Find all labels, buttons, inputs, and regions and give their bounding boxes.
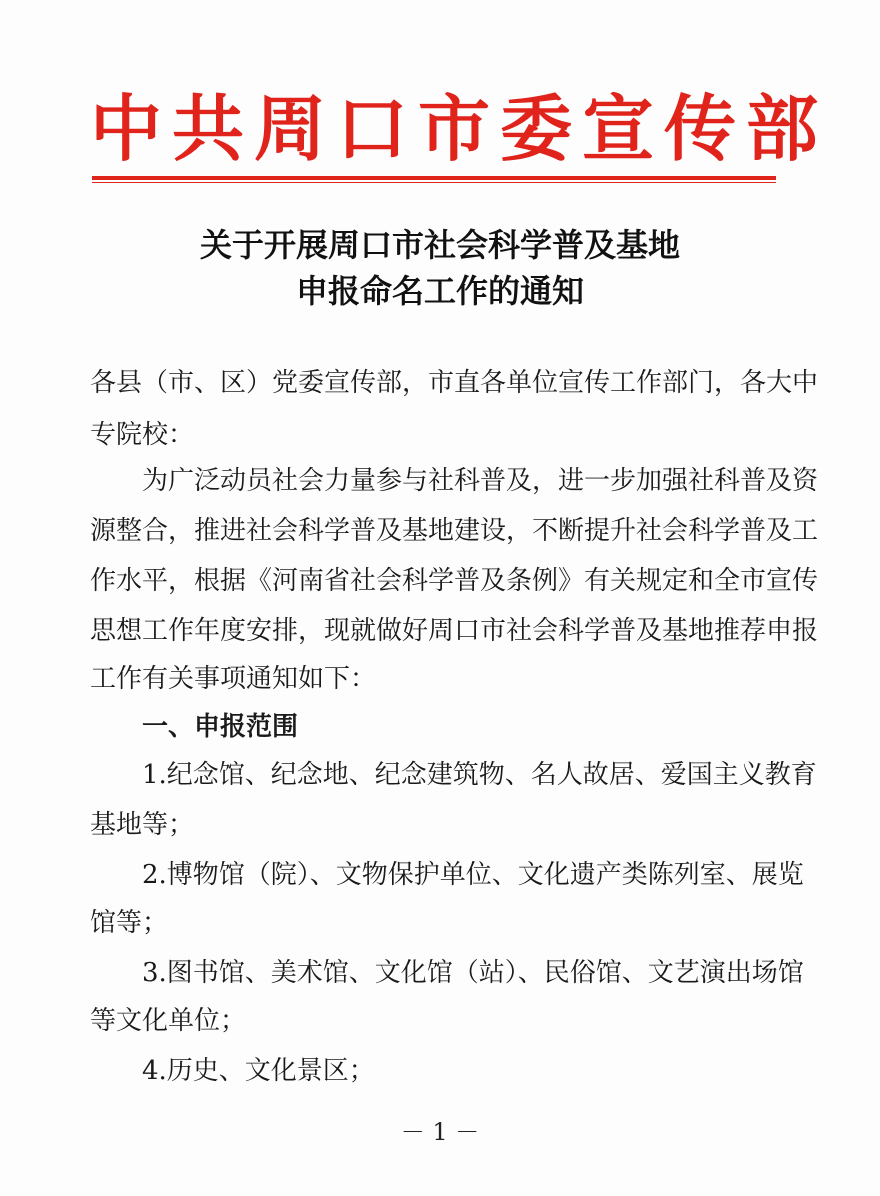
intro-line-5: 工作有关事项通知如下： <box>90 664 377 694</box>
intro-line-2: 源整合，推进社会科学普及基地建设，不断提升社会科学普及工 <box>90 516 819 546</box>
list-item-1-line-2: 基地等； <box>90 810 195 840</box>
section-1-heading: 一、申报范围 <box>142 712 299 742</box>
letterhead-rule-thin <box>92 182 776 183</box>
list-item-2-line-1: 2.博物馆（院）、文物保护单位、文化遗产类陈列室、展览 <box>142 860 804 890</box>
page-number: － 1 － <box>400 1118 480 1146</box>
salutation-line-2: 专院校： <box>90 420 195 450</box>
list-item-3-line-2: 等文化单位； <box>90 1006 247 1036</box>
list-item-1-line-1: 1.纪念馆、纪念地、纪念建筑物、名人故居、爱国主义教育 <box>142 760 817 790</box>
intro-line-4: 思想工作年度安排，现就做好周口市社会科学普及基地推荐申报 <box>90 616 819 646</box>
intro-line-1: 为广泛动员社会力量参与社科普及，进一步加强社科普及资 <box>142 466 819 496</box>
salutation-line-1: 各县（市、区）党委宣传部，市直各单位宣传工作部门，各大中 <box>90 368 819 398</box>
list-item-2-line-2: 馆等； <box>90 908 169 938</box>
list-item-4-line-1: 4.历史、文化景区； <box>142 1056 375 1086</box>
document-title-line-1: 关于开展周口市社会科学普及基地 <box>199 226 680 264</box>
list-item-3-line-1: 3.图书馆、美术馆、文化馆（站）、民俗馆、文艺演出场馆 <box>142 958 804 988</box>
document-title-line-2: 申报命名工作的通知 <box>295 272 584 310</box>
letterhead-org-name: 中共周口市委宣传部 <box>90 86 829 171</box>
letterhead-rule-thick <box>92 176 776 180</box>
intro-line-3: 作水平，根据《河南省社会科学普及条例》有关规定和全市宣传 <box>90 566 819 596</box>
